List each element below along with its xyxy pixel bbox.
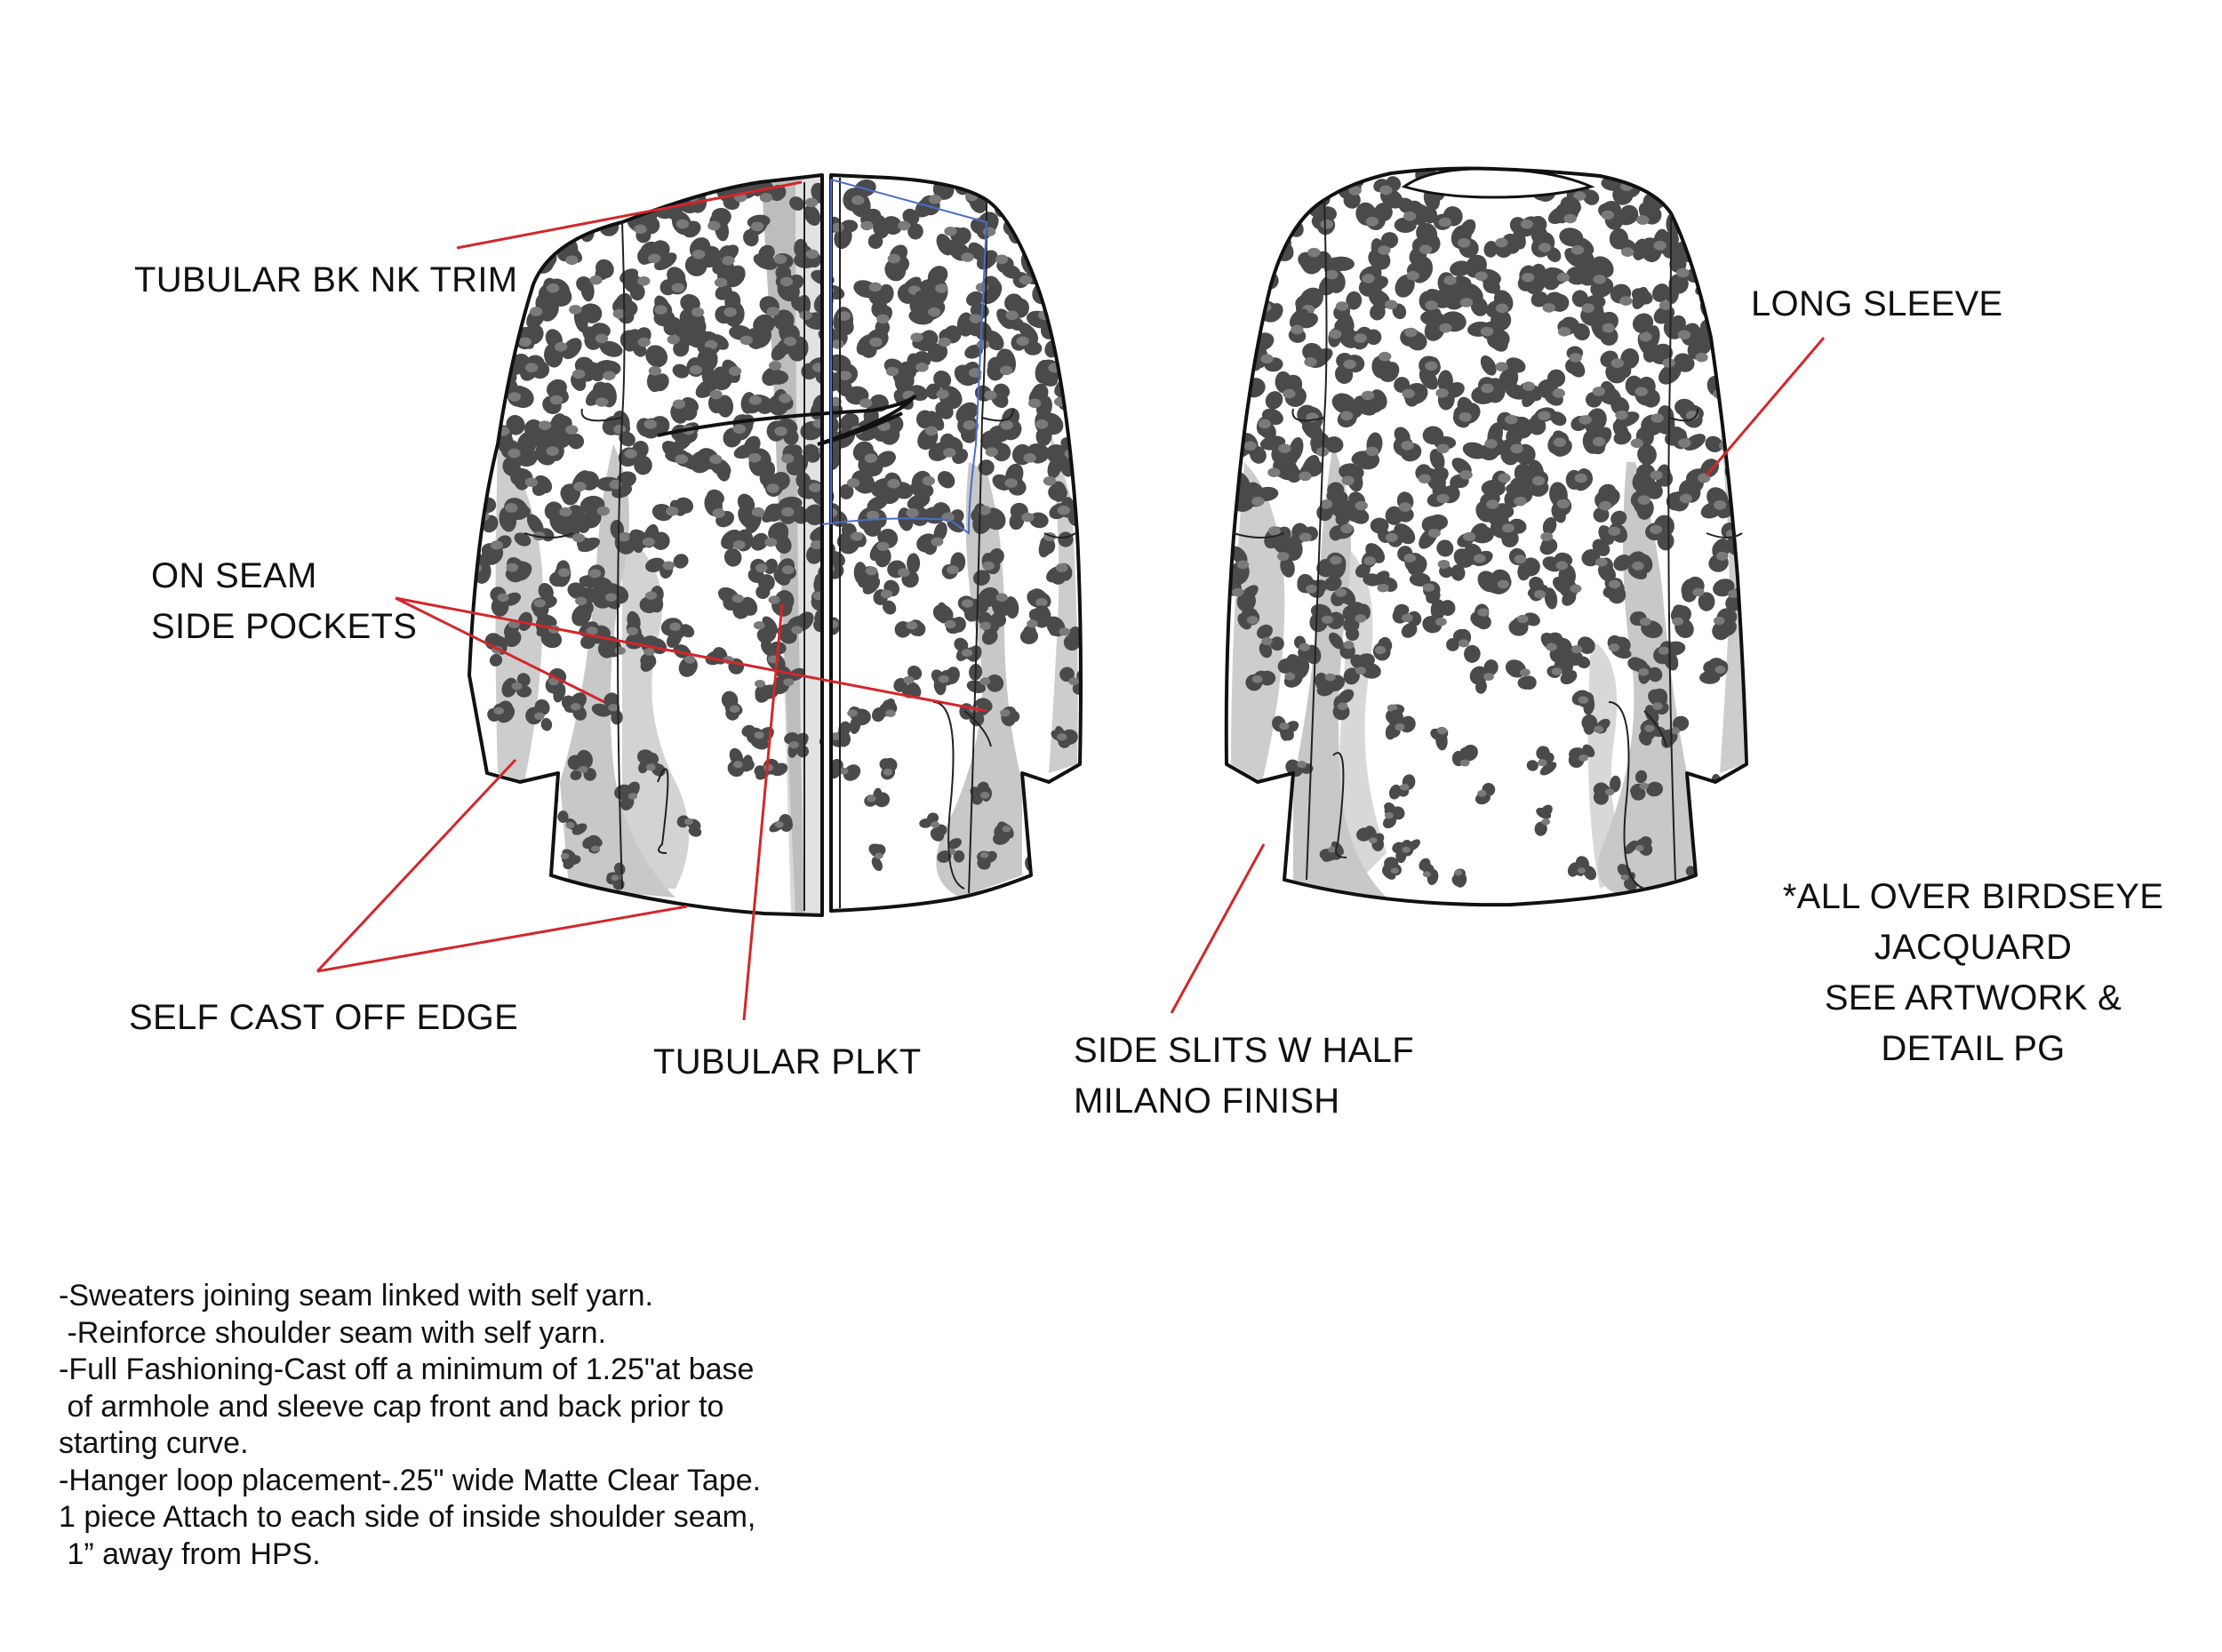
note-line: -Reinforce shoulder seam with self yarn. [59,1315,607,1350]
leader-long-sleeve [1706,338,1824,475]
leopard-spot [1021,176,1060,215]
leader-cast-off-hem [317,906,687,971]
leopard-spot [478,211,513,257]
leopard-spot [1706,259,1750,307]
back-view [1203,164,1767,906]
leader-cast-off-sleeve [317,760,516,971]
leopard-spot [461,318,497,362]
leopard-spot [486,179,516,209]
callout-placket: TUBULAR PLKT [653,1042,922,1081]
callout-jacquard-note: *ALL OVER BIRDSEYE JACQUARD SEE ARTWORK & DETAIL PG [1782,877,2164,1068]
note-line: -Full Fashioning-Cast off a minimum of 1.25"at base [59,1353,755,1386]
leopard-spot [1699,832,1728,854]
leopard-spot [456,722,481,745]
leopard-spot [1717,177,1765,206]
leopard-spot [1714,230,1753,274]
leopard-spot [1729,391,1767,437]
leopard-spot [1228,205,1259,235]
callout-cast-off-edge: SELF CAST OFF EDGE [129,998,519,1037]
note-line: 1” away from HPS. [59,1536,321,1571]
leopard-spot [1690,800,1715,831]
callout-side-pockets: ON SEAM SIDE POCKETS [151,556,418,646]
leopard-spot [1682,164,1724,212]
callout-back-neck-trim: TUBULAR BK NK TRIM [134,260,518,299]
leopard-spot [1720,352,1748,383]
note-line: -Sweaters joining seam linked with self yarn. [59,1279,653,1313]
leopard-spot [512,181,563,219]
note-line: of armhole and sleeve cap front and back prior to [59,1389,724,1424]
leopard-spot [1206,337,1250,375]
note-line: starting curve. [59,1426,249,1460]
callout-side-slits: SIDE SLITS W HALF MILANO FINISH [1074,1031,1414,1121]
note-line: -Hanger loop placement-.25" wide Matte Clear Tape. [59,1463,762,1497]
leopard-spot [1265,174,1292,219]
leopard-spot [1044,216,1076,255]
note-line: 1 piece Attach to each side of inside shoulder seam, [59,1500,756,1534]
leopard-spot [466,392,496,419]
leopard-spot [509,845,536,864]
leopard-spot [455,438,497,474]
leopard-spot [1213,227,1254,258]
leader-side-slits [1171,844,1264,1013]
leopard-spot [1203,504,1236,547]
leopard-spot [1207,168,1252,212]
callout-long-sleeve: LONG SLEEVE [1751,284,2003,323]
leopard-spot [1222,283,1259,314]
front-view [455,173,1094,915]
leopard-spot [1266,192,1307,241]
construction-notes [59,1278,903,1573]
leopard-spot [1708,212,1742,252]
